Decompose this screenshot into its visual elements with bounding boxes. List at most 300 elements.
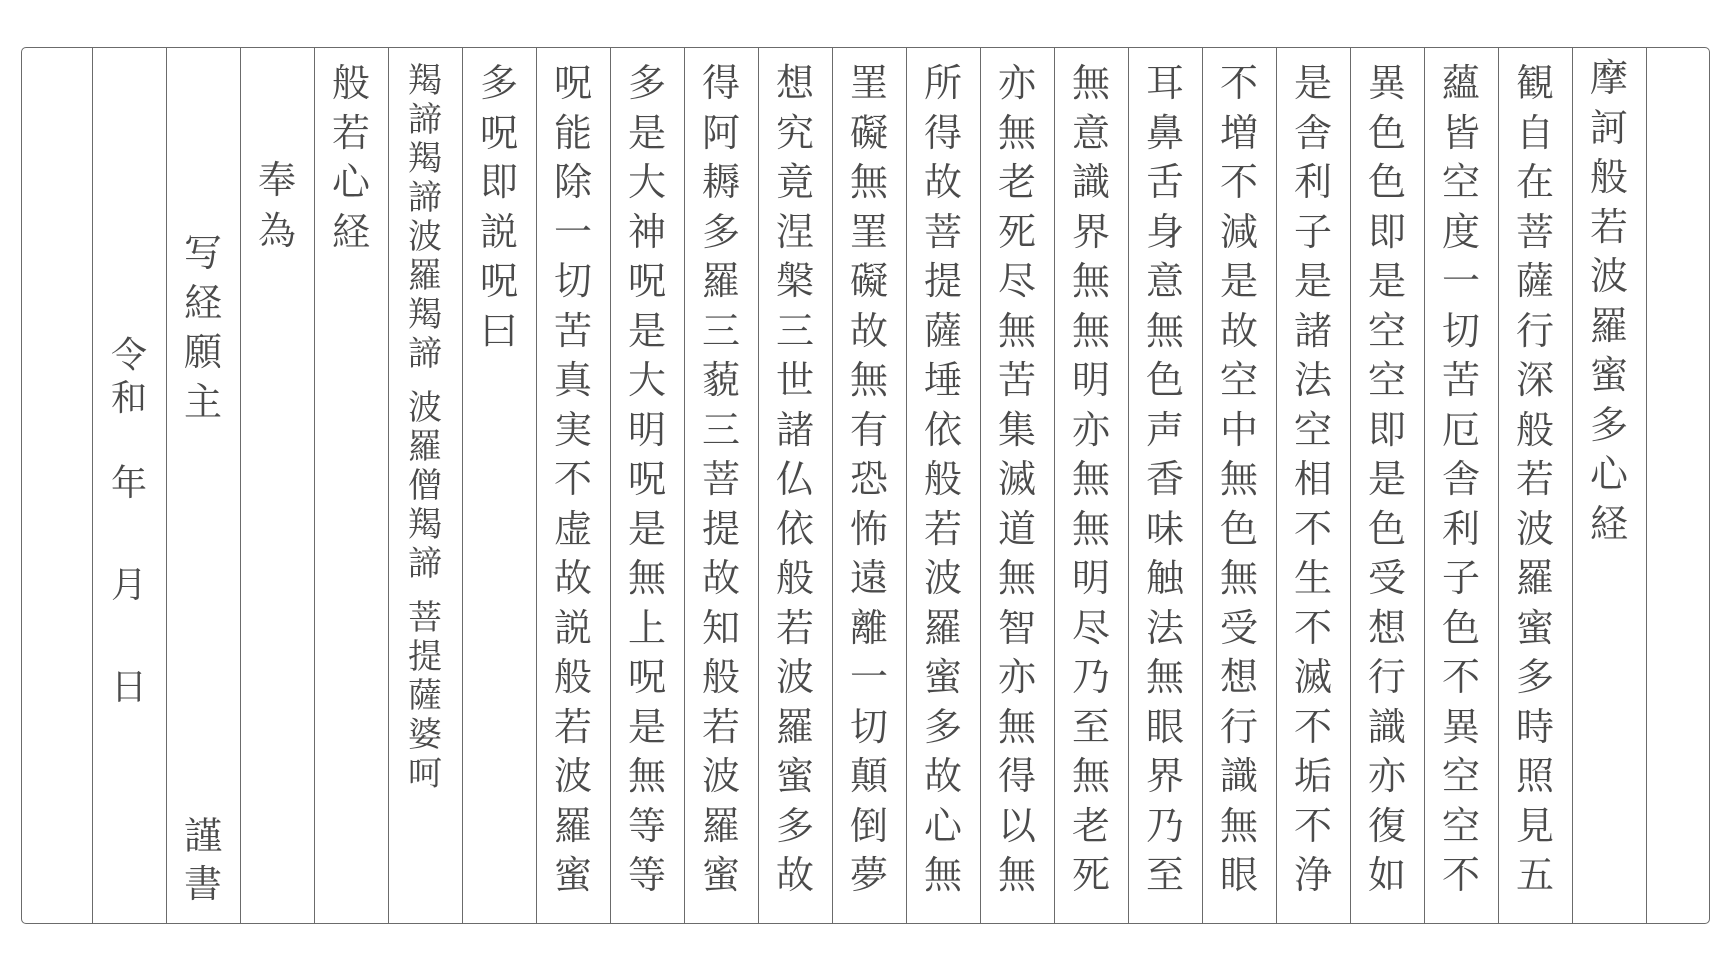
glyph: 羅 [1515,556,1554,600]
glyph: 神 [627,209,666,254]
glyph: 得 [923,110,962,155]
glyph: 無 [1219,457,1258,501]
date-day [110,667,147,708]
glyph: 無 [997,308,1036,353]
glyph: 遠 [849,556,888,600]
mantra-column [388,48,462,923]
glyph: 能 [553,110,592,155]
glyph: 恐 [849,457,888,501]
glyph: 夢 [849,853,888,897]
glyph: 色 [1367,110,1406,155]
glyph: 波 [408,388,442,429]
glyph: 無 [1071,506,1110,551]
glyph: 浄 [1293,853,1332,897]
glyph: 無 [849,160,888,204]
glyph: 罣 [849,209,888,254]
glyph: 波 [408,217,442,257]
glyph: 波 [553,754,592,798]
glyph: 真 [553,358,592,402]
glyph: 識 [1367,704,1406,749]
glyph: 識 [1071,160,1110,204]
glyph: 味 [1145,506,1184,551]
glyph: 多 [479,61,518,105]
glyph: 説 [479,209,518,254]
glyph: 空 [1219,358,1258,402]
sutra-text-column [1128,48,1202,923]
glyph: 三 [701,308,740,353]
glyph: 色 [1145,358,1184,402]
glyph: 無 [1145,655,1184,699]
glyph: 不 [1441,853,1480,897]
glyph: 識 [1219,754,1258,798]
glyph: 提 [923,259,962,303]
glyph: 死 [1071,853,1110,897]
glyph: 呪 [627,259,666,303]
glyph: 不 [1293,704,1332,749]
glyph: 色 [1367,160,1406,204]
glyph: 想 [1367,605,1406,650]
glyph: 世 [775,358,814,402]
glyph: 無 [997,853,1036,897]
glyph: 色 [1367,506,1406,551]
glyph: 滅 [997,457,1036,501]
glyph: 羯 [408,505,442,546]
glyph: 至 [1145,853,1184,897]
glyph: 般 [1515,407,1554,452]
date-month [110,565,147,606]
glyph: 無 [997,110,1036,155]
glyph: 羅 [701,259,740,303]
sutra-copy-sheet [21,47,1710,924]
signature-label [183,814,222,923]
glyph: 奉 [257,158,296,202]
glyph: 蜜 [1589,353,1628,397]
glyph: 僧 [408,466,442,507]
glyph: 耨 [701,160,740,204]
glyph: 依 [775,506,814,551]
glyph: 明 [627,407,666,452]
glyph: 子 [1293,209,1332,254]
glyph: 蜜 [923,655,962,699]
glyph: 経 [183,280,222,325]
sutra-text-column [906,48,980,923]
glyph: 心 [1589,452,1628,496]
glyph: 皆 [1441,110,1480,155]
glyph: 界 [1071,209,1110,254]
glyph: 摩 [1589,56,1628,100]
glyph: 無 [627,754,666,798]
glyph: 有 [849,407,888,452]
glyph: 曰 [479,308,518,353]
glyph: 色 [1219,506,1258,551]
glyph: 月 [110,565,147,606]
glyph: 時 [1515,704,1554,749]
glyph: 利 [1293,160,1332,204]
sutra-text-column [758,48,832,923]
glyph: 訶 [1589,105,1628,150]
glyph: 諸 [775,407,814,452]
sutra-text-column [1276,48,1350,923]
glyph: 無 [627,556,666,600]
glyph: 即 [1367,209,1406,254]
glyph: 若 [701,704,740,749]
sutra-title-column [1572,48,1646,923]
glyph: 羯 [408,139,442,179]
glyph: 受 [1219,605,1258,650]
glyph: 羅 [408,427,442,468]
glyph: 意 [1071,110,1110,155]
glyph: 槃 [775,259,814,303]
glyph: 薩 [923,308,962,353]
glyph: 経 [331,209,370,254]
glyph: 虚 [553,506,592,551]
glyph: 亦 [997,655,1036,699]
glyph: 如 [1367,853,1406,897]
glyph: 行 [1367,655,1406,699]
glyph: 経 [1589,501,1628,546]
glyph: 苦 [997,358,1036,402]
glyph: 受 [1367,556,1406,600]
glyph: 無 [1071,754,1110,798]
glyph: 是 [627,110,666,155]
glyph: 藐 [701,358,740,402]
glyph: 是 [1367,259,1406,303]
glyph: 三 [701,407,740,452]
glyph: 集 [997,407,1036,452]
glyph: 和 [110,378,147,419]
sutra-text-column [462,48,536,923]
glyph: 若 [1589,204,1628,249]
glyph: 是 [627,704,666,749]
glyph: 身 [1145,209,1184,254]
glyph: 菩 [1515,209,1554,254]
glyph: 蜜 [701,853,740,897]
glyph: 得 [997,754,1036,798]
glyph: 羯 [408,61,442,101]
glyph: 無 [1145,308,1184,353]
glyph: 舎 [1293,110,1332,155]
glyph: 一 [849,655,888,699]
glyph: 諦 [408,334,442,374]
glyph: 即 [1367,407,1406,452]
glyph: 生 [1293,556,1332,600]
glyph: 呵 [408,754,442,795]
glyph: 諸 [1293,308,1332,353]
glyph: 多 [923,704,962,749]
glyph: 上 [627,605,666,650]
glyph: 苦 [553,308,592,353]
glyph: 主 [183,379,222,424]
glyph: 意 [1145,259,1184,303]
glyph: 空 [1367,308,1406,353]
glyph: 眼 [1145,704,1184,749]
glyph: 故 [923,160,962,204]
glyph: 依 [923,407,962,452]
glyph: 大 [627,160,666,204]
glyph: 不 [1293,506,1332,551]
glyph: 無 [849,358,888,402]
glyph: 無 [923,853,962,897]
glyph: 竟 [775,160,814,204]
glyph: 呪 [479,110,518,155]
glyph: 三 [775,308,814,353]
glyph: 至 [1071,704,1110,749]
glyph: 滅 [1293,655,1332,699]
glyph: 是 [1293,61,1332,105]
sutra-text-column [610,48,684,923]
glyph: 究 [775,110,814,155]
glyph: 智 [997,605,1036,650]
glyph: 等 [627,853,666,897]
glyph: 呪 [627,655,666,699]
glyph: 若 [1515,457,1554,501]
glyph: 呪 [553,61,592,105]
glyph: 是 [627,308,666,353]
glyph: 観 [1515,61,1554,105]
glyph: 切 [553,259,592,303]
glyph: 香 [1145,457,1184,501]
sutra-text-column [980,48,1054,923]
glyph: 無 [997,556,1036,600]
glyph: 心 [923,803,962,848]
glyph: 薩 [1515,259,1554,303]
glyph: 知 [701,605,740,650]
glyph: 是 [627,506,666,551]
sutra-text-column [684,48,758,923]
glyph: 舌 [1145,160,1184,204]
glyph: 多 [1589,402,1628,447]
glyph: 羅 [408,256,442,296]
sutra-text-column [1424,48,1498,923]
glyph: 以 [997,803,1036,848]
sutra-text-column [1498,48,1572,923]
closing-title-column [314,48,388,923]
glyph: 中 [1219,407,1258,452]
glyph: 呪 [627,457,666,501]
date-column [92,48,166,923]
glyph: 涅 [775,209,814,254]
glyph: 故 [701,556,740,600]
sutra-text-column [832,48,906,923]
glyph: 得 [701,61,740,105]
glyph: 離 [849,605,888,650]
glyph: 故 [553,556,592,600]
glyph: 道 [997,506,1036,551]
glyph: 婆 [408,715,442,756]
glyph: 等 [627,803,666,848]
patron-column [166,48,240,923]
glyph: 写 [183,231,222,275]
glyph: 般 [775,556,814,600]
glyph: 無 [1071,308,1110,353]
glyph: 想 [775,61,814,105]
sutra-text-column [536,48,610,923]
glyph: 切 [1441,308,1480,353]
glyph: 羅 [553,803,592,848]
glyph: 空 [1441,754,1480,798]
glyph: 般 [331,61,370,105]
glyph: 空 [1367,358,1406,402]
sutra-text-column [1054,48,1128,923]
glyph: 若 [775,605,814,650]
glyph: 諦 [408,544,442,585]
glyph: 波 [923,556,962,600]
glyph: 波 [701,754,740,798]
glyph: 蘊 [1441,61,1480,105]
glyph: 耳 [1145,61,1184,105]
column-rule [1646,48,1647,923]
glyph: 為 [257,209,296,253]
glyph: 礙 [849,259,888,303]
glyph: 除 [553,160,592,204]
glyph: 日 [110,667,147,708]
glyph: 怖 [849,506,888,551]
glyph: 蜜 [775,754,814,798]
glyph: 仏 [775,457,814,501]
glyph: 薩 [408,676,442,717]
glyph: 一 [1441,259,1480,303]
glyph: 乃 [1071,655,1110,699]
glyph: 法 [1293,358,1332,402]
glyph: 若 [553,704,592,749]
date-era [110,335,147,419]
glyph: 行 [1515,308,1554,353]
glyph: 眼 [1219,853,1258,897]
sutra-text-column [1350,48,1424,923]
glyph: 尽 [997,259,1036,303]
glyph: 倒 [849,803,888,848]
glyph: 無 [1219,803,1258,848]
glyph: 呪 [479,259,518,303]
glyph: 厄 [1441,407,1480,452]
glyph: 不 [553,457,592,501]
glyph: 不 [1441,655,1480,699]
glyph: 触 [1145,556,1184,600]
glyph: 見 [1515,803,1554,848]
glyph: 無 [1219,556,1258,600]
glyph: 空 [1441,160,1480,204]
glyph: 埵 [923,358,962,402]
glyph: 羯 [408,295,442,335]
glyph: 切 [849,704,888,749]
glyph: 鼻 [1145,110,1184,155]
glyph: 年 [110,463,147,504]
glyph: 羅 [775,704,814,749]
glyph: 明 [1071,358,1110,402]
glyph: 即 [479,160,518,204]
glyph: 般 [701,655,740,699]
glyph: 菩 [923,209,962,254]
glyph: 老 [997,160,1036,204]
glyph: 礙 [849,110,888,155]
glyph: 色 [1441,605,1480,650]
glyph: 復 [1367,803,1406,848]
glyph: 苦 [1441,358,1480,402]
glyph: 空 [1441,803,1480,848]
glyph: 不 [1293,803,1332,848]
glyph: 書 [183,862,222,906]
glyph: 照 [1515,754,1554,798]
glyph: 空 [1293,407,1332,452]
glyph: 利 [1441,506,1480,551]
glyph: 界 [1145,754,1184,798]
glyph: 減 [1219,209,1258,254]
glyph: 菩 [701,457,740,501]
glyph: 多 [701,209,740,254]
glyph: 提 [701,506,740,551]
glyph: 令 [110,335,147,376]
patron-label [183,48,222,424]
glyph: 若 [331,110,370,155]
glyph: 無 [1071,259,1110,303]
glyph: 乃 [1145,803,1184,848]
glyph: 諦 [408,178,442,218]
glyph: 無 [1071,61,1110,105]
glyph: 願 [183,330,222,374]
glyph: 波 [1515,506,1554,551]
glyph: 提 [408,637,442,678]
glyph: 故 [775,853,814,897]
glyph: 多 [775,803,814,848]
glyph: 老 [1071,803,1110,848]
glyph: 垢 [1293,754,1332,798]
glyph: 明 [1071,556,1110,600]
glyph: 一 [553,209,592,254]
glyph: 故 [849,308,888,353]
glyph: 波 [1589,254,1628,298]
glyph: 所 [923,61,962,105]
glyph: 異 [1367,61,1406,105]
glyph: 不 [1293,605,1332,650]
glyph: 諦 [408,100,442,140]
dedication-column [240,48,314,923]
glyph: 実 [553,407,592,452]
glyph: 度 [1441,209,1480,254]
glyph: 顛 [849,754,888,798]
glyph: 子 [1441,556,1480,600]
glyph: 羅 [923,605,962,650]
glyph: 是 [1293,259,1332,303]
glyph: 羅 [1589,303,1628,348]
glyph: 般 [923,457,962,501]
glyph: 行 [1219,704,1258,749]
glyph: 想 [1219,655,1258,699]
glyph: 大 [627,358,666,402]
glyph: 法 [1145,605,1184,650]
glyph: 五 [1515,853,1554,897]
sutra-text-column [1202,48,1276,923]
glyph: 若 [923,506,962,551]
glyph: 般 [553,655,592,699]
glyph: 亦 [1071,407,1110,452]
glyph: 蜜 [1515,605,1554,650]
glyph: 多 [1515,655,1554,699]
glyph: 謹 [183,814,222,858]
glyph: 蜜 [553,853,592,897]
glyph: 声 [1145,407,1184,452]
glyph: 相 [1293,457,1332,501]
glyph: 多 [627,61,666,105]
glyph: 波 [775,655,814,699]
glyph: 無 [1071,457,1110,501]
glyph: 羅 [701,803,740,848]
glyph: 故 [923,754,962,798]
glyph: 是 [1219,259,1258,303]
glyph: 罣 [849,61,888,105]
glyph: 尽 [1071,605,1110,650]
glyph: 不 [1219,160,1258,204]
glyph: 阿 [701,110,740,155]
